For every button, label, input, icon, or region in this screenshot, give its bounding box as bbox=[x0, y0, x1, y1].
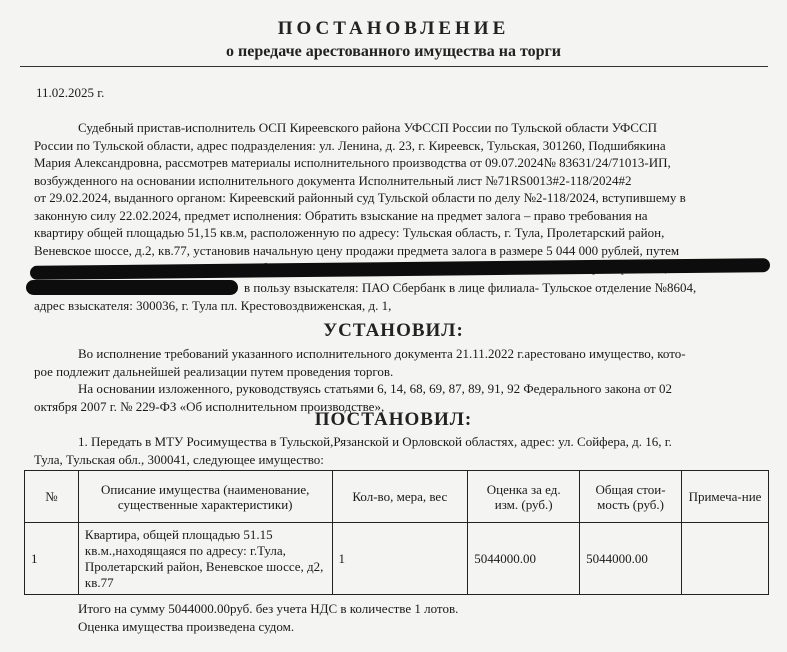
intro-line: России по Тульской области, адрес подразделения: ул. Ленина, д. 23, г. Киреевск, Тульская, 301260, Подшибякина bbox=[34, 137, 666, 153]
ustanovil-line: Во исполнение требований указанного исполнительного документа 21.11.2022 г.арестовано имущество, кото- bbox=[78, 346, 686, 361]
cell-description: Квартира, общей площадью 51.15 кв.м.,находящаяся по адресу: г.Тула, Пролетарский район, Веневское шоссе, д2, кв.77 bbox=[78, 523, 332, 595]
header-quantity: Кол-во, мера, вес bbox=[332, 471, 468, 523]
intro-line: законную силу 22.02.2024, предмет исполнения: Обратить взыскание на предмет залога – право требования на bbox=[34, 207, 648, 223]
header-num: № bbox=[25, 471, 79, 523]
ustanovil-line: На основании изложенного, руководствуясь статьями 6, 14, 68, 69, 87, 89, 91, 92 Федерального закона от 02 bbox=[78, 381, 672, 396]
intro-line: Веневское шоссе, д.2, кв.77, установив начальную цену продажи предмета залога в размере 5 044 000 рублей, путем bbox=[34, 242, 680, 258]
cell-num: 1 bbox=[25, 523, 79, 595]
document-subtitle: о передаче арестованного имущества на торги bbox=[226, 43, 561, 60]
document-date: 11.02.2025 г. bbox=[36, 85, 105, 100]
postanovil-line: Тула, Тульская обл., 300041, следующее имущество: bbox=[34, 451, 324, 467]
footer-total: Итого на сумму 5044000.00руб. без учета НДС в количестве 1 лотов. bbox=[78, 601, 459, 616]
document-title: ПОСТАНОВЛЕНИЕ bbox=[277, 18, 510, 39]
table-row bbox=[25, 523, 769, 595]
header-unit-price: Оценка за ед. изм. (руб.) bbox=[468, 471, 580, 523]
header-note: Примеча-ние bbox=[682, 471, 769, 523]
ustanovil-paragraph bbox=[34, 345, 768, 415]
intro-paragraph bbox=[34, 119, 768, 277]
property-table bbox=[24, 470, 769, 595]
postanovil-line: 1. Передать в МТУ Росимущества в Тульской,Рязанской и Орловской областях, адрес: ул. Сойфера, д. 16, г. bbox=[78, 434, 672, 449]
table-header-row bbox=[25, 471, 769, 523]
header-description: Описание имущества (наименование, существенные характеристики) bbox=[78, 471, 332, 523]
intro-line: Судебный пристав-исполнитель ОСП Киреевского района УФССП России по Тульской области УФССП bbox=[78, 120, 658, 135]
intro-line: возбужденного на основании исполнительного документа Исполнительный лист №71RS0013#2-118/2024#2 bbox=[34, 172, 632, 188]
intro-line: Мария Александровна, рассмотрев материалы исполнительного производства от 09.07.2024№ 83631/24/71013-ИП, bbox=[34, 155, 671, 170]
cell-note bbox=[682, 523, 769, 595]
cell-total-price: 5044000.00 bbox=[580, 523, 682, 595]
creditor-address-line bbox=[34, 297, 768, 315]
title-divider bbox=[20, 66, 768, 67]
cell-unit-price: 5044000.00 bbox=[468, 523, 580, 595]
creditor-address-text: адрес взыскателя: 300036, г. Тула пл. Крестовоздвиженская, д. 1, bbox=[34, 298, 392, 313]
intro-line: квартиру общей площадью 51,15 кв.м, расположенную по адресу: Тульская область, г. Тула, Пролетарский район, bbox=[34, 225, 665, 240]
header-total-price: Общая стои-мость (руб.) bbox=[580, 471, 682, 523]
redaction-bar bbox=[26, 280, 238, 295]
cell-quantity: 1 bbox=[332, 523, 468, 595]
ustanovil-line: рое подлежит дальнейшей реализации путем проведения торгов. bbox=[34, 363, 394, 379]
heading-postanovil: ПОСТАНОВИЛ: bbox=[314, 409, 473, 430]
ustanovil-line: октября 2007 г. № 229-ФЗ «Об исполнительном производстве», bbox=[34, 398, 385, 414]
footer-assessment: Оценка имущества произведена судом. bbox=[78, 619, 295, 634]
postanovil-paragraph bbox=[34, 433, 768, 468]
heading-ustanovil: УСТАНОВИЛ: bbox=[323, 320, 464, 341]
creditor-text: в пользу взыскателя: ПАО Сбербанк в лице филиала- Тульское отделение №8604, bbox=[244, 280, 697, 295]
intro-line: от 29.02.2024, выданного органом: Киреевский районный суд Тульской области по делу №2-118/2024, вступившему в bbox=[34, 190, 686, 205]
creditor-line bbox=[244, 279, 768, 297]
